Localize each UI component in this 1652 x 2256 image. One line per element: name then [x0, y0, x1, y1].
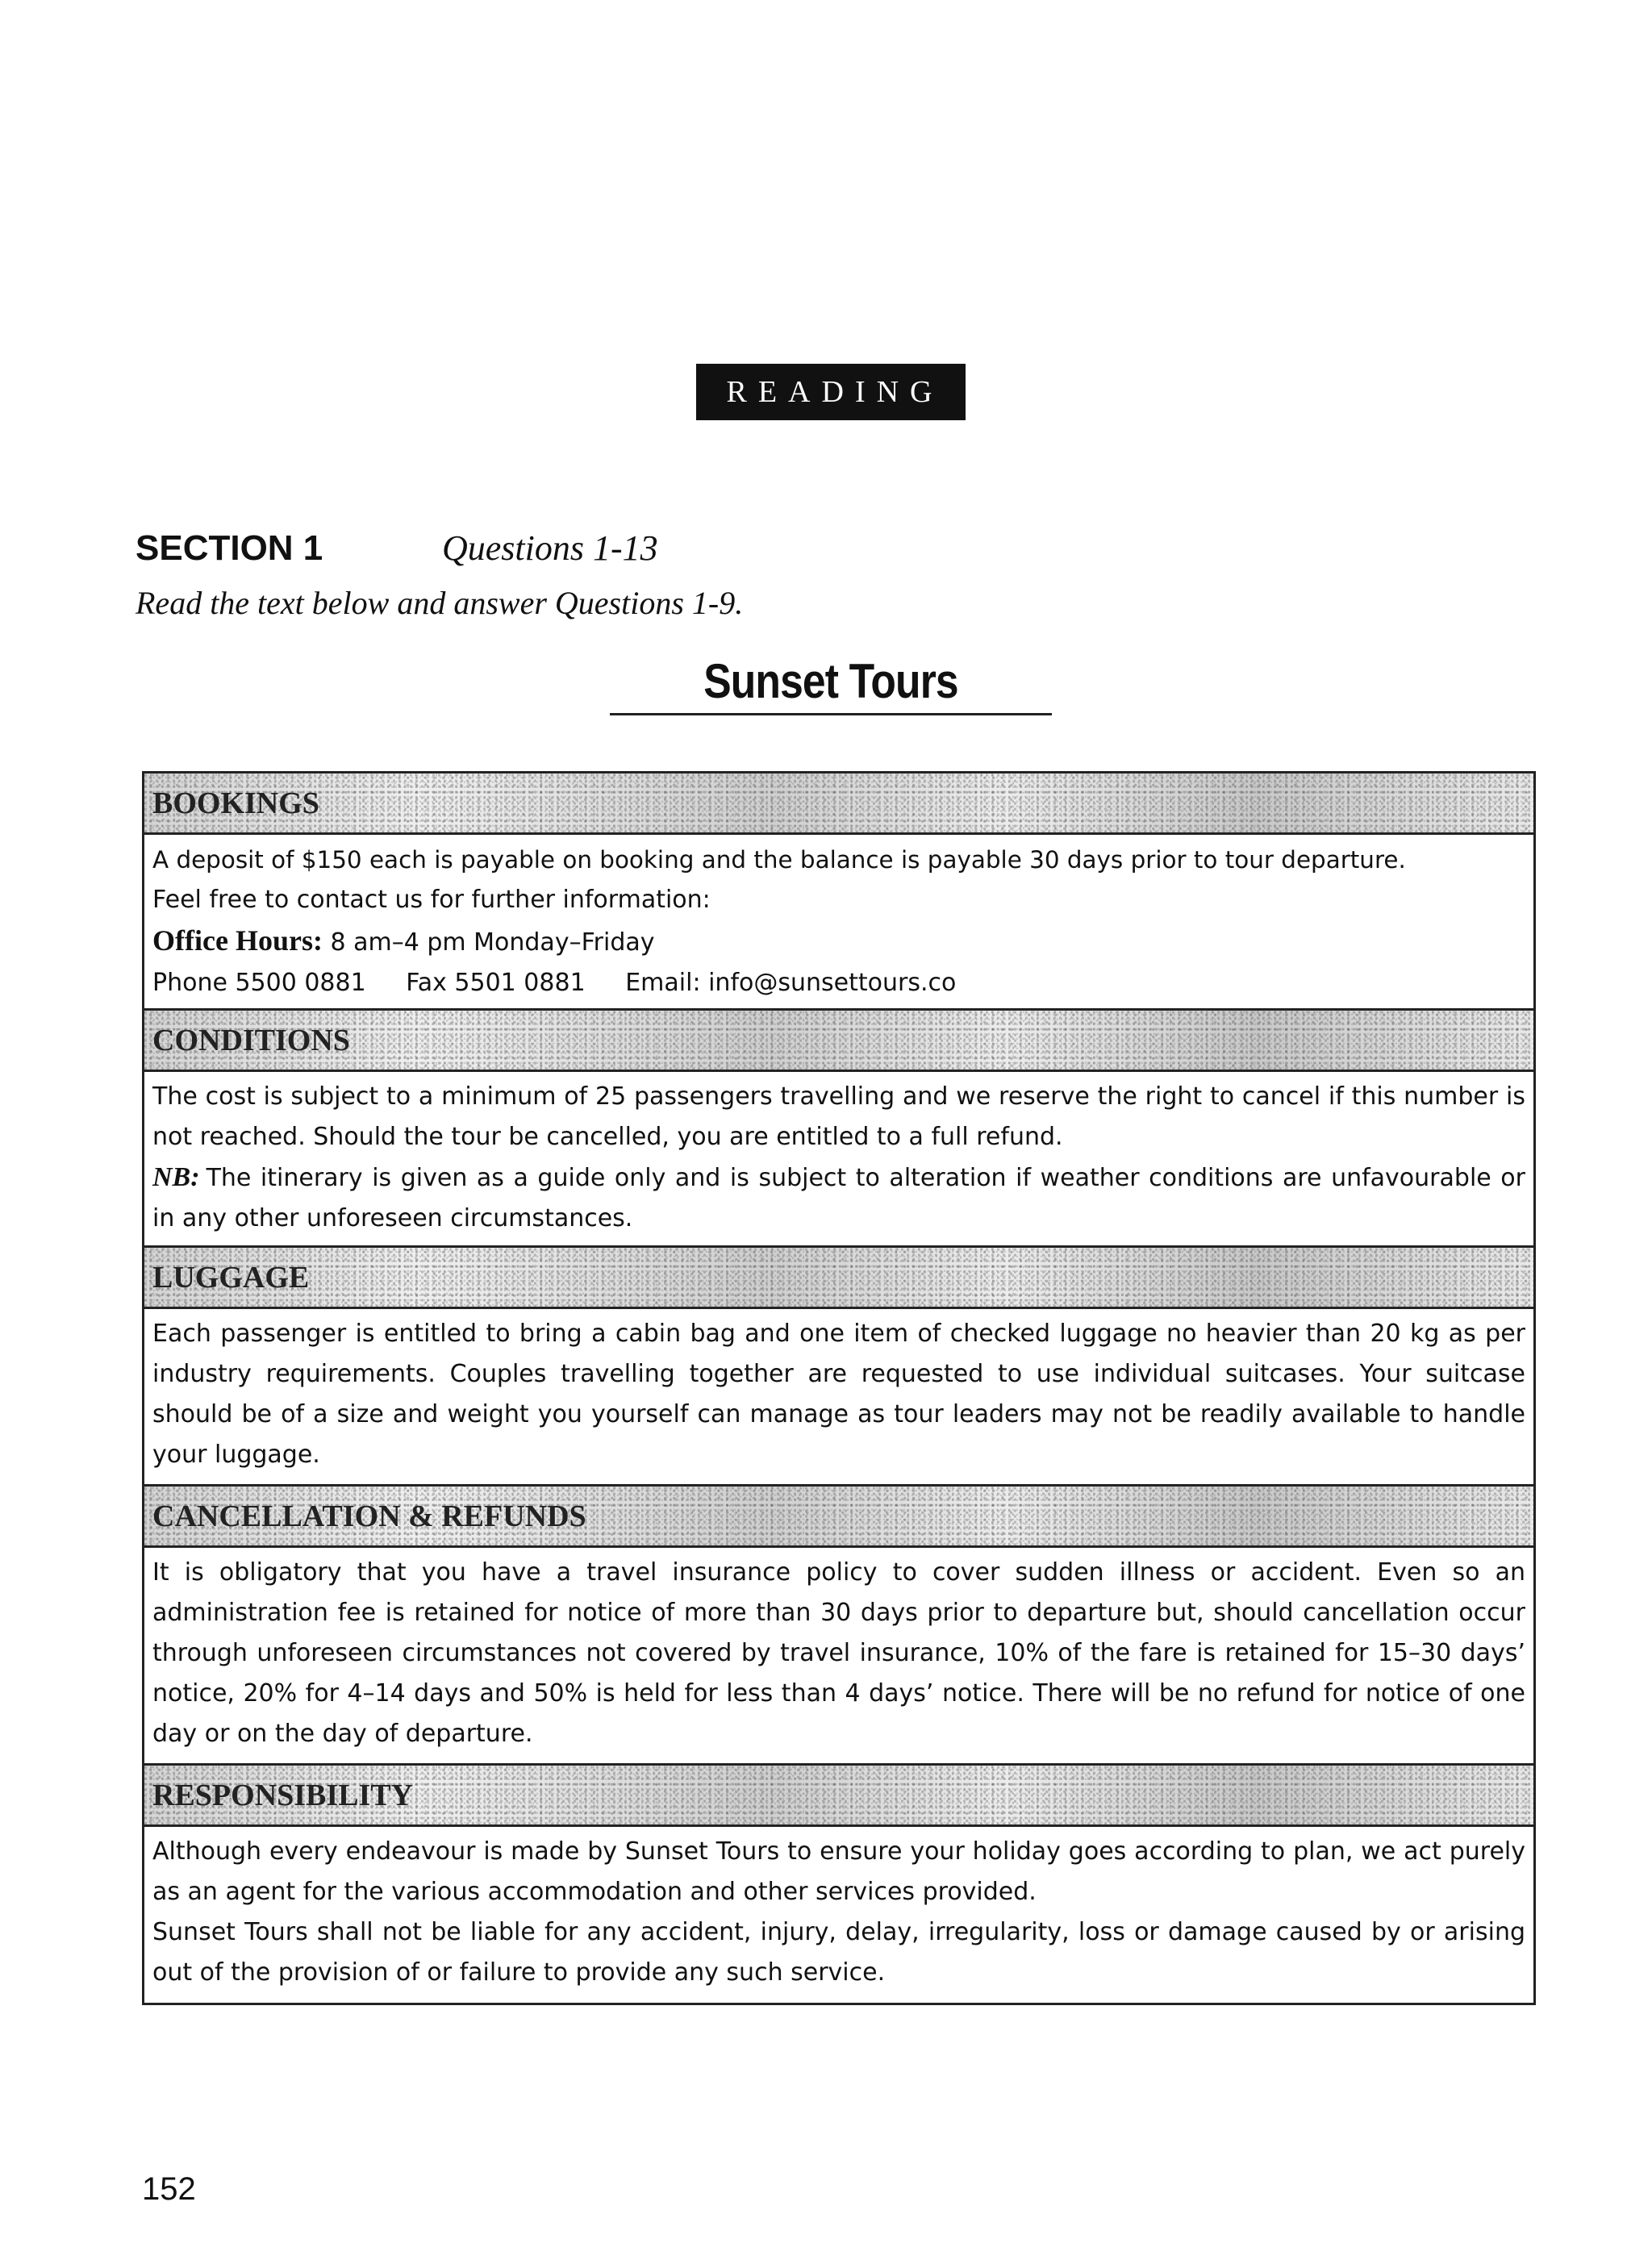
conditions-body — [144, 1072, 1533, 1248]
nb-text: The itinerary is given as a guide only and is subject to alteration if weather conditions are unfavourable or in any other unforeseen circumstances. — [152, 1164, 1525, 1232]
nb-label: NB: — [152, 1162, 200, 1192]
conditions-paragraph-1: The cost is subject to a minimum of 25 passengers travelling and we reserve the right to cancel if this number is not reached. Should the tour be cancelled, you are entitled to a full refund. — [152, 1082, 1525, 1151]
conditions-paragraph-2 — [152, 1157, 1525, 1239]
page-number: 152 — [142, 2171, 196, 2207]
document-title: Sunset Tours — [703, 654, 958, 708]
section-title: SECTION 1 — [136, 528, 323, 568]
responsibility-body — [144, 1827, 1533, 2003]
reading-banner-label: READING — [726, 375, 944, 409]
phone-number: Phone 5500 0881 — [152, 969, 366, 997]
office-hours-line — [152, 920, 1525, 963]
luggage-heading — [144, 1248, 1533, 1309]
title-underline — [610, 713, 1052, 715]
office-hours-value: 8 am–4 pm Monday–Friday — [330, 928, 655, 957]
section-questions: Questions 1-13 — [442, 528, 658, 568]
conditions-heading-text: CONDITIONS — [152, 1023, 350, 1057]
bookings-line-2: Feel free to contact us for further information: — [152, 886, 711, 914]
reading-banner — [696, 364, 966, 420]
bookings-body — [144, 835, 1533, 1011]
responsibility-heading-text: RESPONSIBILITY — [152, 1778, 414, 1812]
conditions-heading — [144, 1011, 1533, 1072]
cancellation-heading — [144, 1487, 1533, 1548]
responsibility-paragraph-1: Although every endeavour is made by Sunset Tours to ensure your holiday goes according to plan, we act purely as an agent for the various accommodation and other services provided. — [152, 1837, 1525, 1906]
contact-line — [152, 963, 1525, 1003]
cancellation-body — [144, 1548, 1533, 1766]
tour-info-box — [142, 771, 1536, 2005]
email-address: Email: info@sunsettours.co — [625, 969, 957, 997]
fax-number: Fax 5501 0881 — [406, 969, 586, 997]
office-hours-label: Office Hours: — [152, 924, 323, 957]
bookings-line-1: A deposit of $150 each is payable on booking and the balance is payable 30 days prior to tour departure. — [152, 846, 1406, 874]
cancellation-paragraph: It is obligatory that you have a travel insurance policy to cover sudden illness or accident. Even so an administration fee is retained for notice of more than 30 days prior to departure but, should cancellation occur through unforeseen circumstances not covered by travel insurance, 10% of the fare is retained for 15–30 days’ notice, 20% for 4–14 days and 50% is held for less than 4 days’ notice. There will be no refund for notice of one day or on the day of departure. — [152, 1558, 1525, 1748]
bookings-heading — [144, 774, 1533, 835]
responsibility-paragraph-2: Sunset Tours shall not be liable for any accident, injury, delay, irregularity, loss or damage caused by or arising out of the provision of or failure to provide any such service. — [152, 1918, 1525, 1987]
luggage-body — [144, 1309, 1533, 1487]
luggage-heading-text: LUGGAGE — [152, 1260, 310, 1295]
bookings-heading-text: BOOKINGS — [152, 786, 319, 820]
responsibility-heading — [144, 1766, 1533, 1827]
section-instruction: Read the text below and answer Questions 1-9. — [136, 585, 744, 621]
luggage-paragraph: Each passenger is entitled to bring a cabin bag and one item of checked luggage no heavier than 20 kg as per industry requirements. Couples travelling together are requested to use individual suitcases. Your suitcase should be of a size and weight you yourself can manage as tour leaders may not be readily available to handle your luggage. — [152, 1320, 1525, 1469]
cancellation-heading-text: CANCELLATION & REFUNDS — [152, 1499, 586, 1533]
section-heading — [136, 528, 658, 569]
